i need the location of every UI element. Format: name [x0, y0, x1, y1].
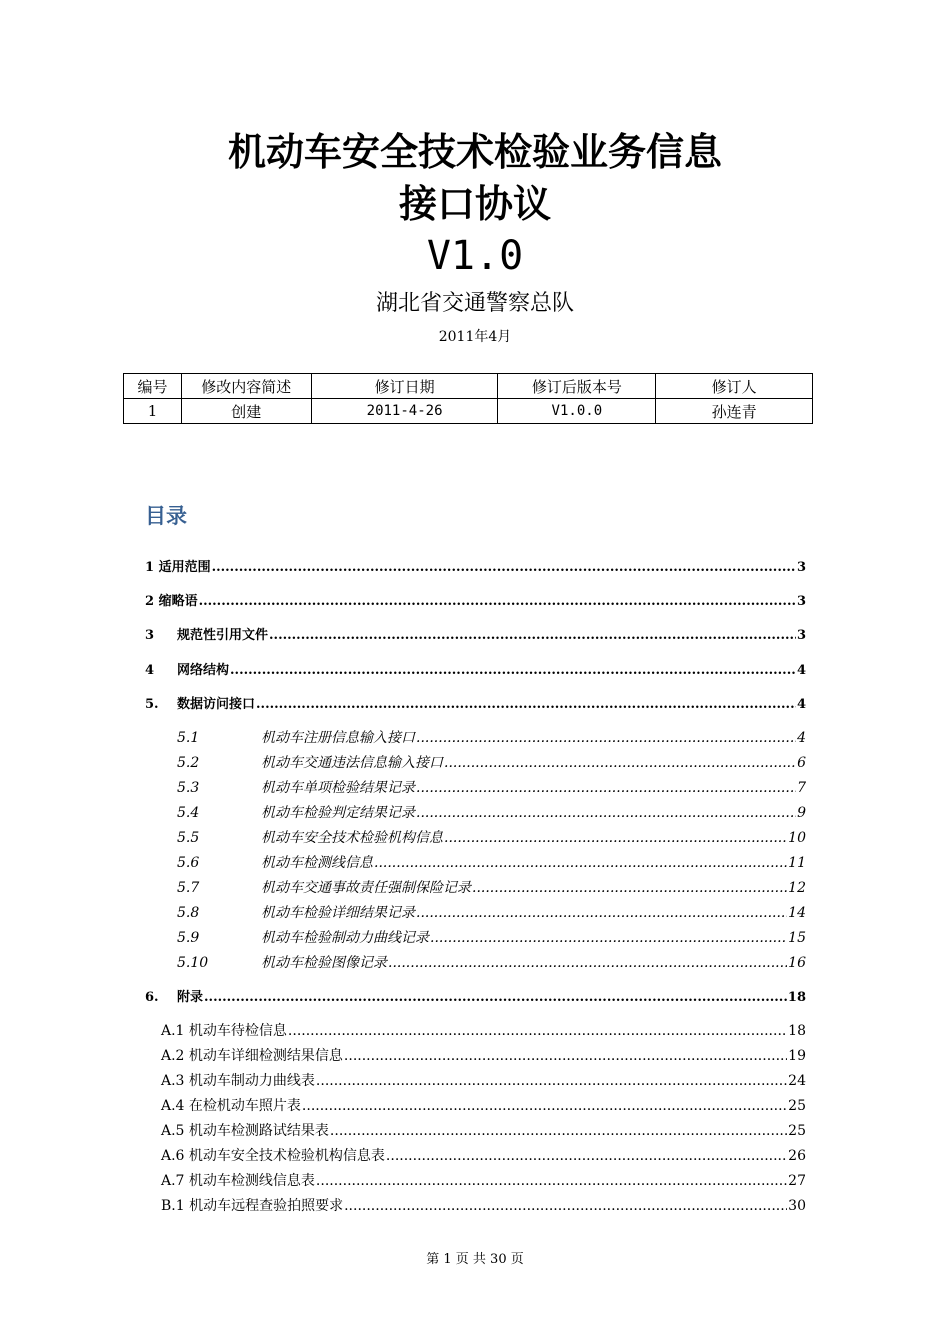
toc-page: 4: [796, 663, 806, 678]
toc-text: 机动车检验制动力曲线记录: [261, 930, 429, 946]
toc-entry[interactable]: [145, 556, 806, 575]
toc-text: 数据访问接口: [177, 697, 256, 712]
toc-page: 3: [796, 628, 806, 643]
toc-entry[interactable]: [145, 693, 806, 712]
toc-page: 4: [796, 697, 806, 712]
toc-leader: [330, 1123, 787, 1139]
toc-leader: [416, 730, 796, 746]
toc-sub-entry[interactable]: [177, 902, 806, 922]
toc-leader: [388, 955, 787, 971]
toc-leader: [269, 628, 796, 643]
toc-leader: [416, 805, 796, 821]
toc-text: A.2 机动车详细检测结果信息: [161, 1048, 343, 1064]
organization: 湖北省交通警察总队: [375, 291, 574, 316]
toc-leader: [416, 905, 787, 921]
toc-page: 9: [797, 805, 806, 821]
toc-number: 5.2: [177, 755, 200, 771]
toc-heading: 目录: [145, 504, 187, 528]
toc-leader: [386, 1148, 787, 1164]
toc-page: 26: [788, 1148, 806, 1164]
toc-text: 机动车检验详细结果记录: [261, 905, 415, 921]
toc-appendix-entry[interactable]: [161, 1070, 806, 1090]
toc-sub-entry[interactable]: [177, 727, 806, 747]
toc-number: 5.5: [177, 830, 200, 846]
table-cell: 2011-4-26: [311, 399, 498, 424]
revision-table-header: [124, 374, 813, 399]
table-cell: 孙连青: [656, 399, 813, 424]
toc-sub-entry[interactable]: [177, 952, 806, 972]
toc-number: 5.10: [177, 955, 209, 971]
toc-text: 附录: [177, 990, 204, 1005]
header-cell: 修订后版本号: [498, 374, 656, 399]
toc-leader: [430, 930, 787, 946]
toc-number: 6.: [145, 990, 159, 1005]
toc-entry[interactable]: [145, 986, 806, 1005]
toc-appendix-entry[interactable]: [161, 1170, 806, 1190]
toc-text: 2 缩略语: [145, 594, 198, 609]
toc-text: 机动车检验图像记录: [261, 955, 387, 971]
document-subtitle: 接口协议: [398, 182, 551, 226]
toc-page: 25: [788, 1123, 806, 1139]
toc-sub-entry[interactable]: [177, 752, 806, 772]
toc-number: 5.1: [177, 730, 200, 746]
header-cell: 修改内容简述: [181, 374, 311, 399]
table-row: [124, 399, 813, 424]
toc-leader: [416, 780, 796, 796]
toc-page: 7: [797, 780, 806, 796]
toc-text: 1 适用范围: [145, 560, 211, 575]
toc-leader: [212, 560, 796, 575]
toc-leader: [204, 990, 787, 1005]
document-version: V1.0: [426, 233, 524, 279]
header-cell: 修订人: [656, 374, 813, 399]
toc-number: 5.3: [177, 780, 200, 796]
toc-number: 3: [145, 628, 155, 643]
toc-sub-entry[interactable]: [177, 877, 806, 897]
toc-page: 24: [788, 1073, 806, 1089]
toc-number: 4: [145, 663, 155, 678]
toc-text: A.6 机动车安全技术检验机构信息表: [161, 1148, 385, 1164]
toc-text: A.3 机动车制动力曲线表: [161, 1073, 315, 1089]
toc-text: A.5 机动车检测路试结果表: [161, 1123, 329, 1139]
toc-appendix-entry[interactable]: [161, 1095, 806, 1115]
toc-page: 14: [788, 905, 806, 921]
toc-sub-entry[interactable]: [177, 802, 806, 822]
document-title: 机动车安全技术检验业务信息: [227, 130, 722, 174]
toc-leader: [344, 1048, 787, 1064]
toc-leader: [444, 830, 787, 846]
toc-page: 18: [788, 1023, 806, 1039]
toc-text: 机动车单项检验结果记录: [261, 780, 415, 796]
toc-appendix-entry[interactable]: [161, 1145, 806, 1165]
toc-page: 10: [788, 830, 806, 846]
toc-page: 11: [788, 855, 806, 871]
toc-leader: [316, 1173, 787, 1189]
toc-number: 5.: [145, 697, 159, 712]
toc-page: 6: [797, 755, 806, 771]
toc-page: 30: [788, 1198, 806, 1214]
toc-text: A.7 机动车检测线信息表: [161, 1173, 315, 1189]
toc-leader: [374, 855, 787, 871]
toc-text: 机动车安全技术检验机构信息: [261, 830, 443, 846]
toc-leader: [302, 1098, 787, 1114]
header-cell: 修订日期: [311, 374, 498, 399]
revision-table: [123, 373, 813, 424]
toc-entry[interactable]: [145, 659, 806, 678]
toc-appendix-entry[interactable]: [161, 1045, 806, 1065]
toc-appendix-entry[interactable]: [161, 1020, 806, 1040]
toc-page: 19: [788, 1048, 806, 1064]
toc-leader: [256, 697, 796, 712]
document-date: 2011年4月: [438, 329, 512, 345]
toc-text: 机动车交通事故责任强制保险记录: [261, 880, 471, 896]
toc-leader: [444, 755, 796, 771]
toc-leader: [316, 1073, 787, 1089]
header-cell: 编号: [124, 374, 182, 399]
toc-leader: [288, 1023, 787, 1039]
toc-text: 机动车交通违法信息输入接口: [261, 755, 443, 771]
toc-page: 15: [788, 930, 806, 946]
toc-sub-entry[interactable]: [177, 852, 806, 872]
toc-sub-entry[interactable]: [177, 927, 806, 947]
toc-text: 规范性引用文件: [177, 628, 269, 643]
toc-sub-entry[interactable]: [177, 827, 806, 847]
toc-page: 18: [787, 990, 806, 1005]
table-cell: 创建: [181, 399, 311, 424]
toc-number: 5.6: [177, 855, 200, 871]
toc-number: 5.8: [177, 905, 200, 921]
toc-page: 27: [788, 1173, 806, 1189]
toc-leader: [199, 594, 796, 609]
toc-text: 机动车检验判定结果记录: [261, 805, 415, 821]
toc-leader: [230, 663, 796, 678]
toc-text: B.1 机动车远程查验拍照要求: [161, 1198, 344, 1214]
table-cell: V1.0.0: [498, 399, 656, 424]
toc-text: 机动车检测线信息: [261, 855, 373, 871]
toc-page: 4: [797, 730, 806, 746]
toc-appendix-entry[interactable]: [161, 1195, 806, 1215]
toc-number: 5.4: [177, 805, 200, 821]
toc-text: A.4 在检机动车照片表: [161, 1098, 301, 1114]
toc-appendix-entry[interactable]: [161, 1120, 806, 1140]
toc-number: 5.7: [177, 880, 200, 896]
toc-page: 16: [788, 955, 806, 971]
toc-page: 3: [796, 594, 806, 609]
toc-leader: [472, 880, 787, 896]
toc-page: 25: [788, 1098, 806, 1114]
toc-page: 12: [788, 880, 806, 896]
toc-text: 网络结构: [177, 663, 230, 678]
toc-text: 机动车注册信息输入接口: [261, 730, 415, 746]
toc-sub-entry[interactable]: [177, 777, 806, 797]
toc-entry[interactable]: [145, 624, 806, 643]
toc-page: 3: [796, 560, 806, 575]
toc-number: 5.9: [177, 930, 200, 946]
toc-text: A.1 机动车待检信息: [161, 1023, 287, 1039]
page-footer: 第 1 页 共 30 页: [426, 1252, 524, 1267]
toc-entry[interactable]: [145, 590, 806, 609]
toc-leader: [344, 1198, 787, 1214]
table-cell: 1: [124, 399, 182, 424]
